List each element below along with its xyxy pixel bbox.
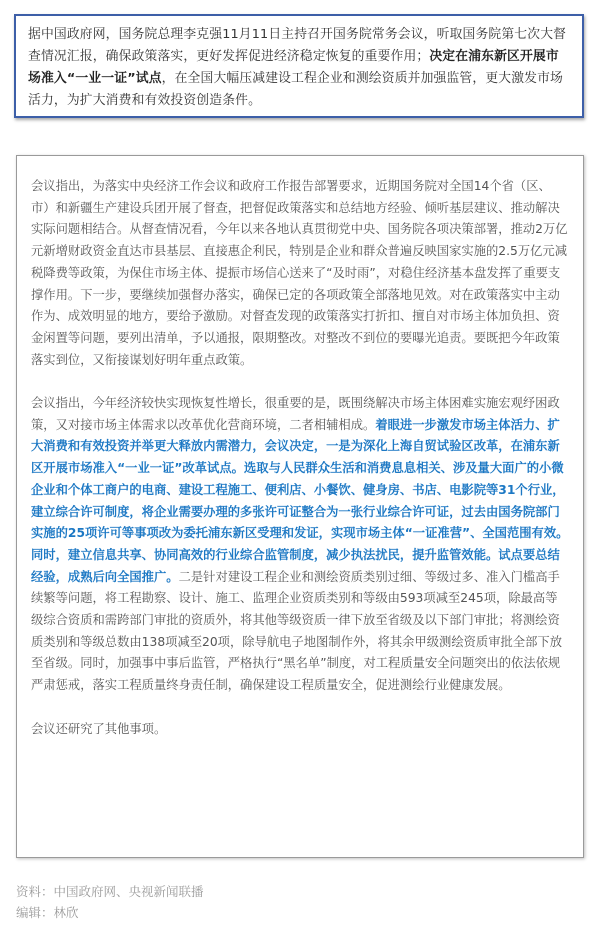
source-credit: 资料：中国政府网、央视新闻联播 <box>16 884 204 899</box>
editor-credit: 编辑：林欣 <box>16 905 79 920</box>
summary-text: 据中国政府网，国务院总理李克强11月11日主持召开国务院常务会议，听取国务院第七次大督查情况汇报，确保政策落实，更好发挥促进经济稳定恢复的重要作用； <box>28 27 567 64</box>
paragraph-1: 会议指出，为落实中央经济工作会议和政府工作报告部署要求，近期国务院对全国14个省（区、市）和新疆生产建设兵团开展了督查，把督促政策落实和总结地方经验、倾听基层建议、推动解决实际问题相结合。从督查情况看，今年以来各地认真贯彻党中央、国务院各项决策部署，推动2万亿元新增财政资金直达市县基层、直接惠企利民，特别是企业和群众普遍反映国家实施的2.5万亿元减税降费等政策，为保住市场主体、提振市场信心送来了“及时雨”，对稳住经济基本盘发挥了重要支撑作用。下一步，要继续加强督办落实，确保已定的各项政策全部落地见效。对在政策落实中主动作为、成效明显的地方，要给予激励。对督查发现的政策落实打折扣、擅自对市场主体加负担、资金闲置等问题，要列出清单，予以通报，限期整改。对整改不到位的要曝光追责。要既把今年政策落实到位，又衔接谋划好明年重点政策。 <box>31 179 568 367</box>
paragraph-2-intro: 会议指出，今年经济较快实现恢复性增长，很重要的是，既围绕解决市场主体困难实施宏观纾困政策，又对接市场主体需求以改革优化营商环境，二者相辅相成。 <box>31 396 560 432</box>
footer <box>16 881 204 923</box>
paragraph-2-rest: 二是针对建设工程企业和测绘资质类别过细、等级过多、准入门槛高手续繁等问题，将工程勘察、设计、施工、监理企业资质类别和等级由593项减至245项，除最高等级综合资质和需跨部门审批的资质外，将其他等级资质一律下放至省级及以下部门审批；将测绘资质类别和等级总数由138项减至20项，除导航电子地图制作外，将其余甲级测绘资质审批全部下放至省级。同时，加强事中事后监管，严格执行“黑名单”制度，对工程质量安全问题突出的依法依规严肃惩戒，落实工程质量终身责任制，确保建设工程质量安全，促进测绘行业健康发展。 <box>31 569 562 693</box>
summary-box <box>14 14 584 118</box>
paragraph-2 <box>31 393 569 697</box>
paragraph-2-highlight: 着眼进一步激发市场主体活力、扩大消费和有效投资并举更大释放内需潜力，会议决定，一是为深化上海自贸试验区改革，在浦东新区开展市场准入“一业一证”改革试点。选取与人民群众生活和消费息息相关、涉及量大面广的小微企业和个体工商户的电商、建设工程施工、便利店、小餐饮、健身房、书店、电影院等31个行业，建立综合许可制度，将企业需要办理的多张许可证整合为一张行业综合许可证，过去由国务院部门实施的25项许可等事项改为委托浦东新区受理和发证，实现市场主体“一证准营”、全国范围有效。同时，建立信息共享、协同高效的行业综合监管制度，减少执法扰民，提升监管效能。试点要总结经验，成熟后向全国推广。 <box>31 417 569 584</box>
summary-text-continued: ，在全国大幅压减建设工程企业和测绘资质并加强监管，更大激发市场活力，为扩大消费和有效投资创造条件。 <box>28 71 564 108</box>
article-body <box>16 155 584 858</box>
paragraph-3: 会议还研究了其他事项。 <box>31 721 167 736</box>
summary-bold-text: 决定在浦东新区开展市场准入“一业一证”试点 <box>28 49 559 86</box>
